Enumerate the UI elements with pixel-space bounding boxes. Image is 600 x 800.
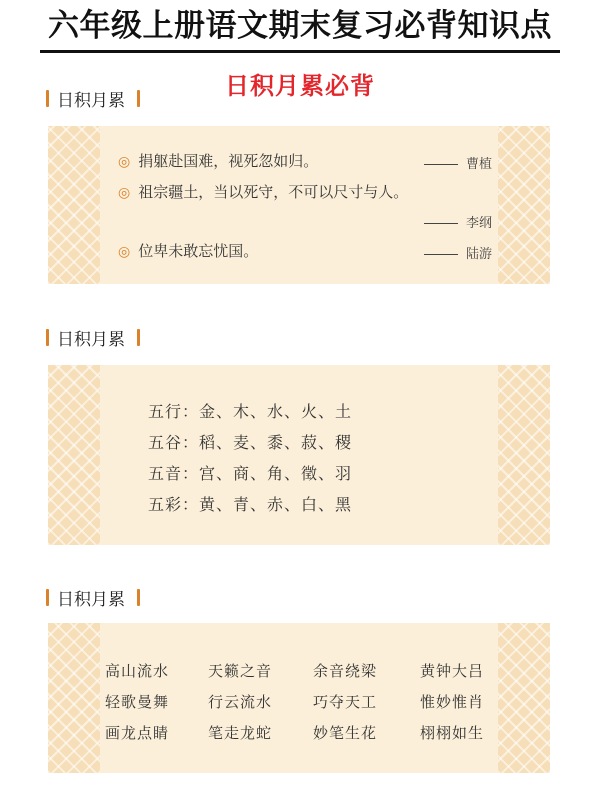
label-bar-left — [46, 90, 49, 107]
idiom: 巧夺天工 — [313, 693, 378, 711]
five-elements-row: 五行：金、木、水、火、土 — [148, 402, 353, 421]
five-tones-row: 五音：宫、商、角、徵、羽 — [148, 464, 353, 483]
label-bar-right — [137, 589, 140, 606]
quote-2 — [118, 181, 408, 202]
author-dash — [424, 164, 458, 165]
idiom: 天籁之音 — [208, 662, 273, 680]
quote-3 — [118, 240, 258, 261]
card-pattern-left — [48, 365, 100, 545]
label-bar-left — [46, 589, 49, 606]
card-pattern-left — [48, 623, 100, 773]
quote-2-text: 祖宗疆土，当以死守，不可以尺寸与人。 — [138, 183, 409, 201]
card-pattern-right — [498, 623, 550, 773]
card-pattern-left — [48, 126, 100, 284]
idiom: 黄钟大吕 — [420, 662, 485, 680]
five-grains-row: 五谷：稻、麦、黍、菽、稷 — [148, 433, 353, 452]
quote-2-author-name: 李纲 — [466, 216, 493, 231]
section-1-label-text: 日积月累 — [57, 90, 125, 111]
idiom: 栩栩如生 — [420, 724, 485, 742]
section-2-card — [48, 365, 550, 545]
label-bar-right — [137, 90, 140, 107]
section-2-label — [46, 325, 140, 349]
idiom: 高山流水 — [105, 662, 170, 680]
author-dash — [424, 254, 458, 255]
quote-3-author — [424, 243, 492, 262]
section-2-label-text: 日积月累 — [57, 329, 125, 350]
quote-3-text: 位卑未敢忘忧国。 — [138, 242, 259, 260]
bullet-icon: ◎ — [118, 244, 131, 260]
quote-3-author-name: 陆游 — [466, 247, 493, 262]
idiom: 惟妙惟肖 — [420, 693, 485, 711]
section-1-label — [46, 86, 140, 110]
five-colors-row: 五彩：黄、青、赤、白、黑 — [148, 495, 353, 514]
idiom: 行云流水 — [208, 693, 273, 711]
page-title: 六年级上册语文期末复习必背知识点 — [48, 8, 552, 44]
quote-2-author — [424, 212, 492, 231]
title-underline — [40, 50, 560, 53]
bullet-icon: ◎ — [118, 185, 131, 201]
author-dash — [424, 223, 458, 224]
idiom: 妙笔生花 — [313, 724, 378, 742]
idiom: 余音绕梁 — [313, 662, 378, 680]
quote-1-author — [424, 153, 492, 172]
section-3-label-text: 日积月累 — [57, 589, 125, 610]
quote-1-text: 捐躯赴国难，视死忽如归。 — [138, 152, 319, 170]
card-pattern-right — [498, 365, 550, 545]
quote-1 — [118, 150, 318, 171]
label-bar-right — [137, 329, 140, 346]
page-subtitle: 日积月累必背 — [225, 72, 375, 100]
section-3-label — [46, 585, 140, 609]
bullet-icon: ◎ — [118, 154, 131, 170]
card-pattern-right — [498, 126, 550, 284]
idiom: 笔走龙蛇 — [208, 724, 273, 742]
idiom: 轻歌曼舞 — [105, 693, 170, 711]
quote-1-author-name: 曹植 — [466, 157, 493, 172]
idiom: 画龙点睛 — [105, 724, 170, 742]
label-bar-left — [46, 329, 49, 346]
